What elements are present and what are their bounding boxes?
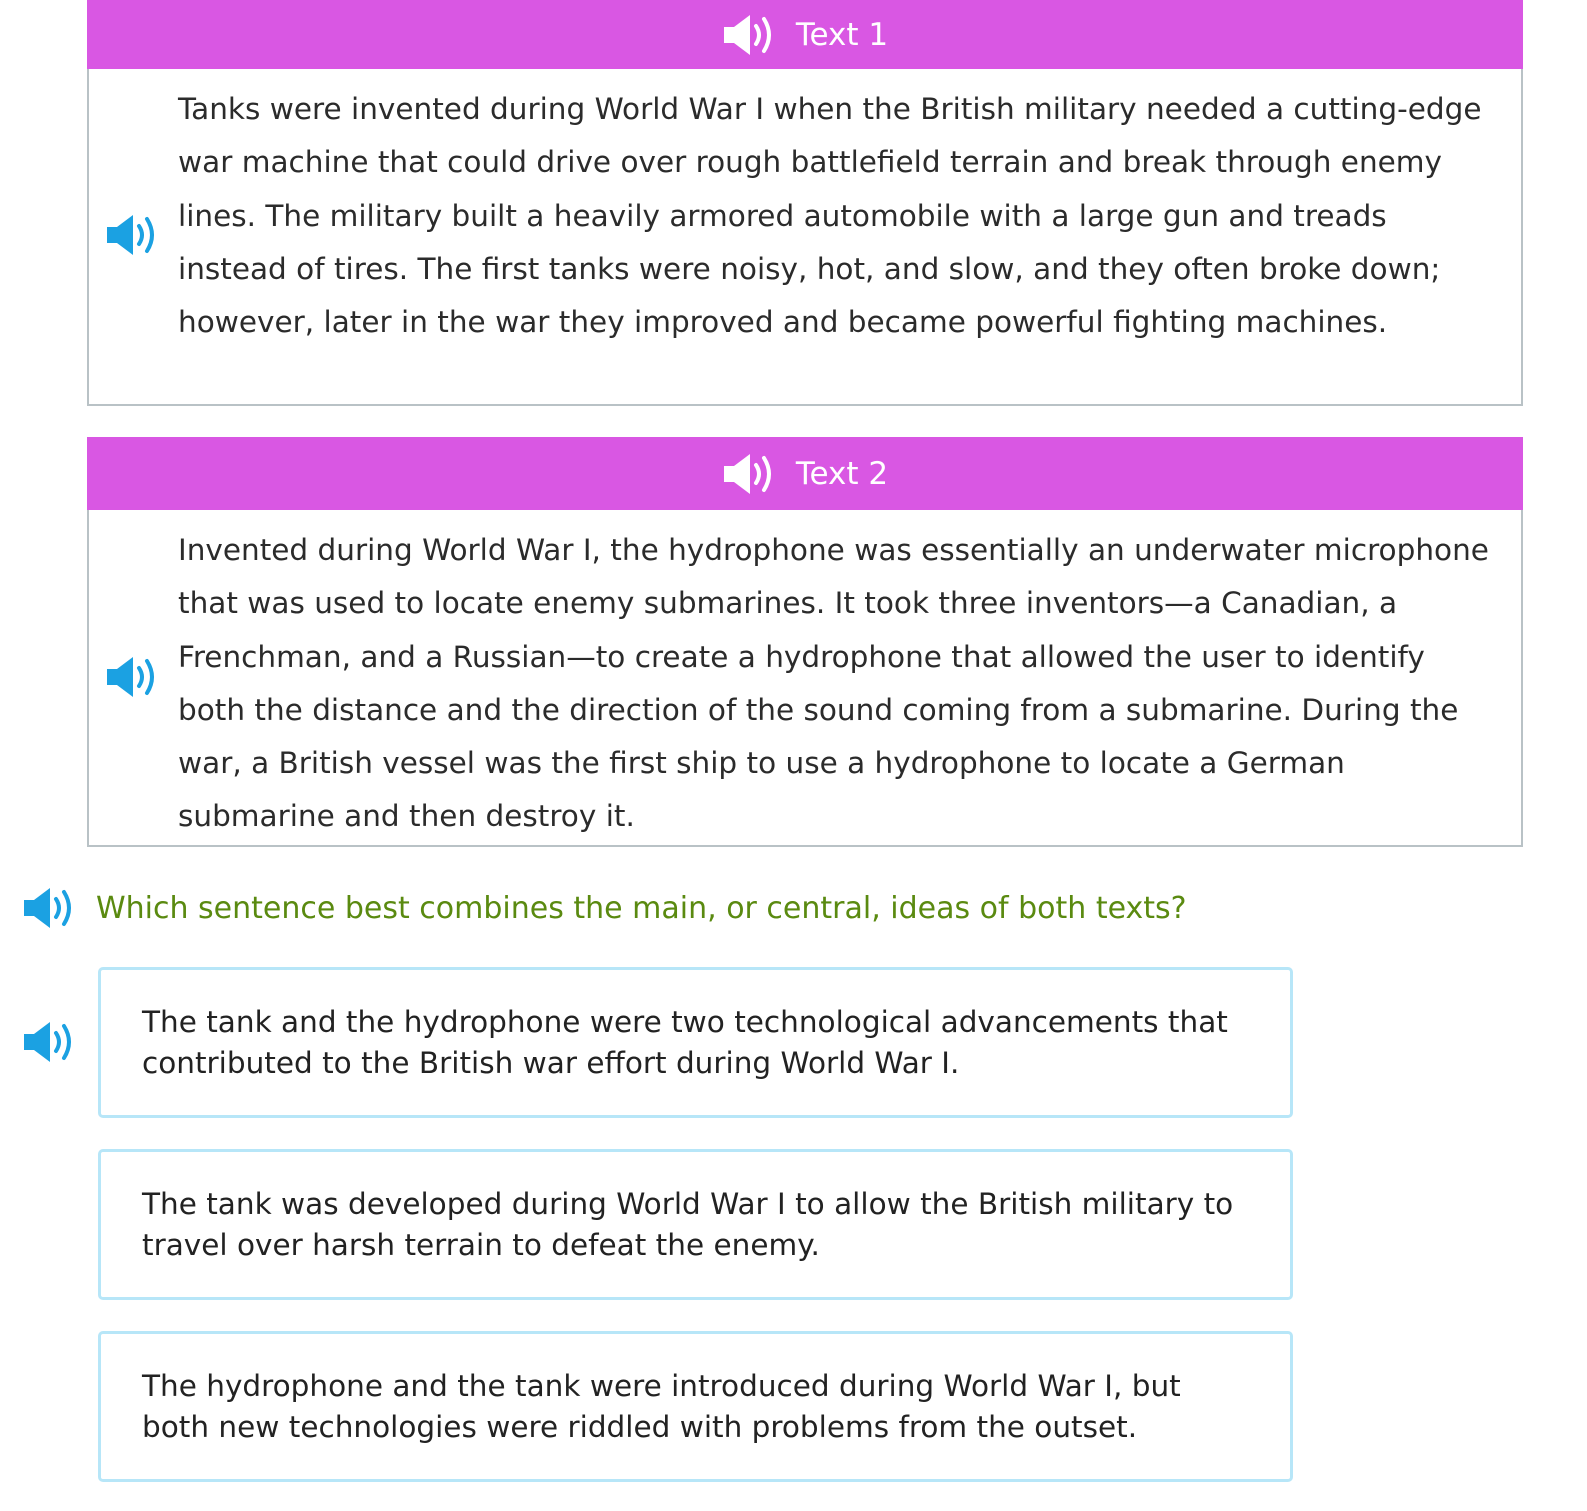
speaker-icon[interactable] [105,212,161,258]
answer-choice-1[interactable] [98,967,1293,1118]
passage-text-2 [87,437,1523,847]
passage-header [87,0,1523,69]
answer-choice-3[interactable] [98,1331,1293,1482]
passage-paragraph: Invented during World War I, the hydrophone was essentially an underwater microphone that was used to locate enemy submarines. It took three inventors—a Canadian, a Frenchman, and a Russian—to create a hydrophone that allowed the user to identify both the distance and the direction of the sound coming from a submarine. During the war, a British vessel was the first ship to use a hydrophone to locate a German submarine and then destroy it. [178,533,1489,834]
passage-title: Text 2 [795,455,889,492]
passage-title: Text 1 [795,16,889,53]
question-prompt [22,880,1187,936]
answer-choice-text: The tank was developed during World War I to allow the British military to travel over harsh terrain to defeat the enemy. [142,1186,1234,1262]
speaker-icon[interactable] [722,452,778,496]
passage-header [87,437,1523,510]
passage-paragraph: Tanks were invented during World War I when the British military needed a cutting-edge war machine that could drive over rough battlefield terrain and break through enemy lines. The military built a heavily armored automobile with a large gun and treads instead of tires. The first tanks were noisy, hot, and slow, and they often broke down; however, later in the war they improved and became powerful fighting machines. [178,92,1482,340]
passage-text-1 [87,0,1523,406]
speaker-icon[interactable] [722,13,778,57]
speaker-icon[interactable] [105,654,161,700]
passage-body [87,69,1523,406]
answer-choice-text: The tank and the hydrophone were two technological advancements that contributed to the British war effort during World War I. [142,1004,1228,1080]
question-text: Which sentence best combines the main, or central, ideas of both texts? [96,890,1187,926]
answer-choice-2[interactable] [98,1149,1293,1300]
answer-choice-text: The hydrophone and the tank were introduced during World War I, but both new technologies were riddled with problems from the outset. [142,1368,1181,1444]
speaker-icon[interactable] [22,1019,78,1065]
passage-body [87,510,1523,847]
speaker-icon[interactable] [22,885,78,931]
